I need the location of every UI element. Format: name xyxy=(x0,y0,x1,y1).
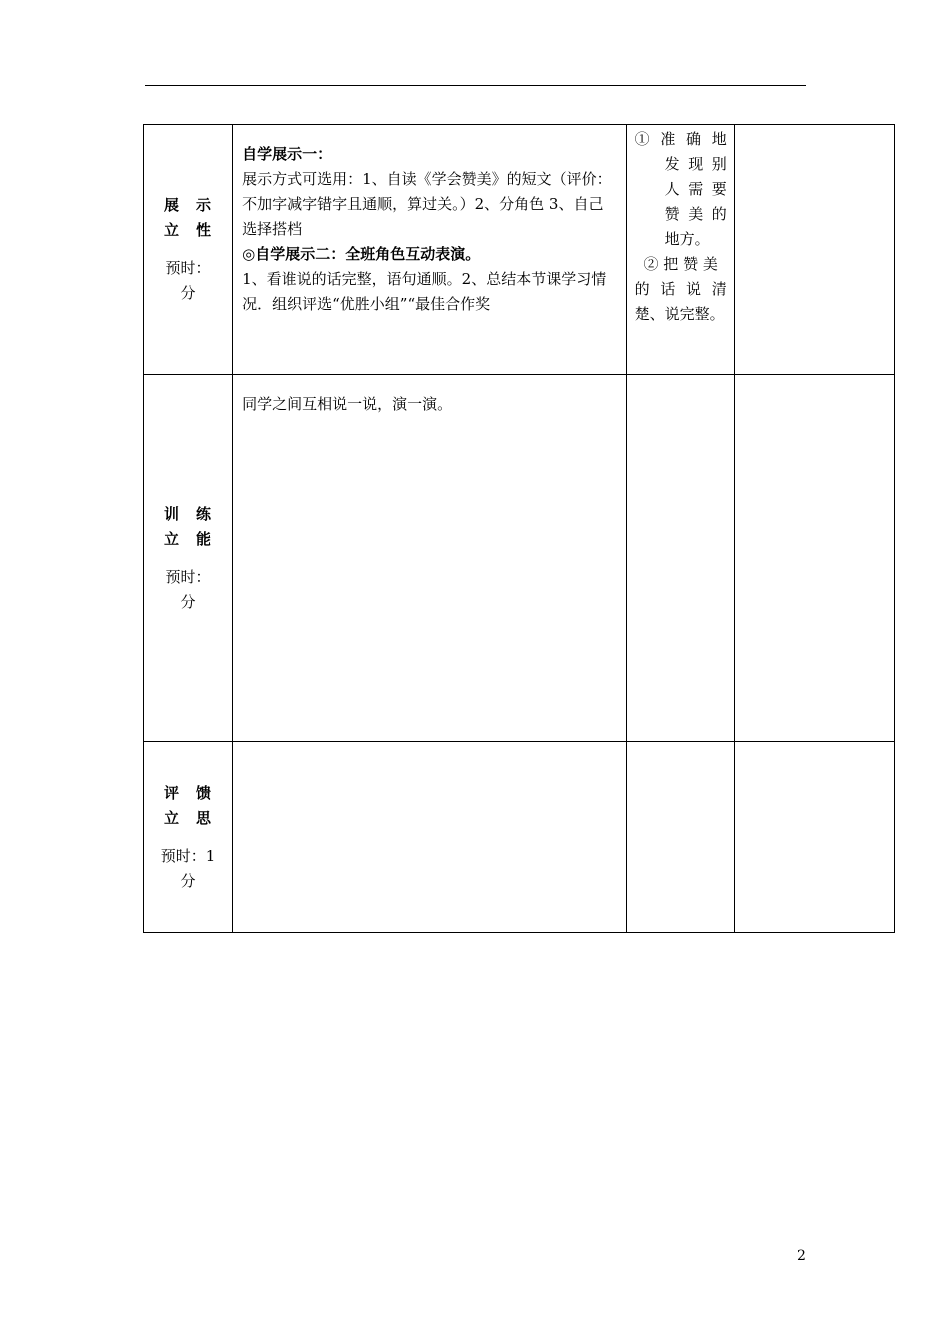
stage-cell xyxy=(144,375,233,742)
goal-line: 的 话 说 清 xyxy=(634,280,727,298)
stage-time xyxy=(144,844,232,894)
stage-time xyxy=(144,565,232,615)
goal-line: ① 准 确 地 xyxy=(634,130,727,148)
stage-title xyxy=(144,193,232,243)
stage-title-line: 立 思 xyxy=(164,808,213,827)
content-line: 同学之间互相说一说，演一演。 xyxy=(242,395,453,413)
goal-line: 人 需 要 xyxy=(664,180,727,198)
time-unit: 分 xyxy=(180,284,196,302)
stage-title-line: 立 能 xyxy=(164,529,213,548)
stage-title xyxy=(144,781,232,831)
page-number: 2 xyxy=(797,1248,806,1264)
stage-title-line: 评 馈 xyxy=(164,783,213,802)
goal-line: ② 把 赞 美 xyxy=(643,255,718,273)
time-label: 预时： xyxy=(165,567,211,586)
stage-title xyxy=(144,502,232,552)
content-line: 不加字减字错字且通顺，算过关。）2、分角色 3、自己 xyxy=(242,195,604,213)
goal-cell xyxy=(626,375,734,742)
content-cell xyxy=(233,742,627,933)
content-line: 况．组织评选“优胜小组”“最佳合作奖 xyxy=(242,295,491,313)
goal-line: 地方。 xyxy=(664,230,710,248)
content-line: ◎自学展示二：全班角色互动表演。 xyxy=(242,245,481,263)
stage-title-line: 立 性 xyxy=(164,221,213,239)
content-line: 选择搭档 xyxy=(242,220,303,238)
content-line: 1、看谁说的话完整，语句通顺。2、总结本节课学习情 xyxy=(242,270,607,288)
time-label: 预时： xyxy=(165,259,211,277)
extra-cell xyxy=(734,742,894,933)
stage-title-line: 训 练 xyxy=(164,504,213,523)
goal-cell xyxy=(626,125,734,375)
lesson-plan-table xyxy=(143,124,895,933)
stage-cell xyxy=(144,742,233,933)
content-line: 展示方式可选用：1、自读《学会赞美》的短文（评价： xyxy=(242,170,612,188)
goal-line: 赞 美 的 xyxy=(664,205,727,223)
header-rule xyxy=(145,85,806,86)
goal-cell xyxy=(626,742,734,933)
time-unit: 分 xyxy=(180,592,196,611)
goal-line: 发 现 别 xyxy=(664,155,727,173)
table-row xyxy=(144,125,895,375)
table-row xyxy=(144,375,895,742)
extra-cell xyxy=(734,125,894,375)
time-label: 预时：1 xyxy=(160,846,216,865)
content-cell xyxy=(233,125,627,375)
goal-line: 楚、说完整。 xyxy=(634,305,725,323)
stage-cell xyxy=(144,125,233,375)
content-line: 自学展示一： xyxy=(242,145,333,163)
content-cell xyxy=(233,375,627,742)
table-row xyxy=(144,742,895,933)
time-unit: 分 xyxy=(180,871,196,890)
extra-cell xyxy=(734,375,894,742)
stage-title-line: 展 示 xyxy=(164,196,213,214)
stage-time xyxy=(144,256,232,306)
